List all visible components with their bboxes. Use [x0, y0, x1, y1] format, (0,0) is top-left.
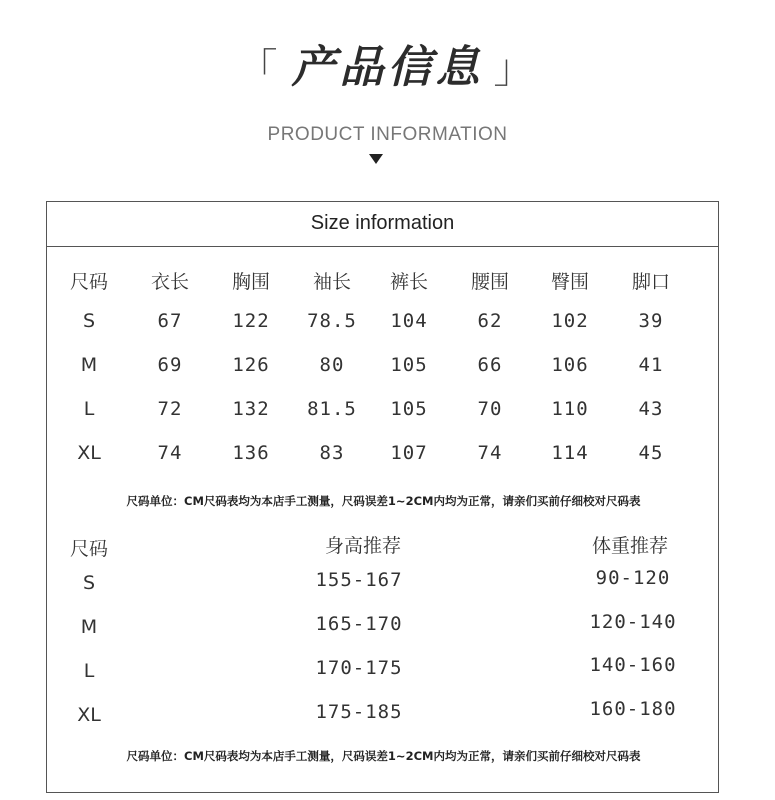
value-cell: 69	[157, 354, 183, 376]
weight-cell: 120-140	[589, 611, 677, 633]
header-cell: 尺码	[69, 271, 109, 293]
size-cell: XL	[77, 704, 101, 726]
size-cell: L	[83, 398, 95, 420]
header-cell: 裤长	[389, 271, 429, 293]
value-cell: 72	[157, 398, 183, 420]
value-cell: 78.5	[307, 310, 357, 332]
header-cell: 体重推荐	[591, 535, 669, 557]
value-cell: 80	[319, 354, 345, 376]
page-header	[0, 38, 775, 99]
header-cell: 袖长	[312, 271, 352, 293]
value-cell: 105	[390, 398, 428, 420]
value-cell: 43	[638, 398, 664, 420]
page-title	[0, 38, 775, 99]
height-cell: 165-170	[315, 613, 403, 635]
value-cell: 132	[232, 398, 270, 420]
header-cell: 腰围	[470, 271, 510, 293]
value-cell: 67	[157, 310, 183, 332]
value-cell: 83	[319, 442, 345, 464]
size-table-note: 尺码单位：CM尺码表均为本店手工测量，尺码误差1~2CM内均为正常，请亲们买前仔细校对尺码表	[126, 494, 641, 508]
header-cell: 衣长	[150, 271, 190, 293]
value-cell: 122	[232, 310, 270, 332]
height-cell: 170-175	[315, 657, 403, 679]
value-cell: 45	[638, 442, 664, 464]
header-cell: 脚口	[631, 271, 671, 293]
size-cell: XL	[77, 442, 101, 464]
height-cell: 155-167	[315, 569, 403, 591]
value-cell: 136	[232, 442, 270, 464]
value-cell: 41	[638, 354, 664, 376]
size-info-box	[46, 201, 719, 793]
value-cell: 39	[638, 310, 664, 332]
weight-cell: 90-120	[595, 567, 671, 589]
value-cell: 81.5	[307, 398, 357, 420]
value-cell: 74	[477, 442, 503, 464]
size-info-title: Size information	[47, 202, 718, 247]
size-cell: S	[82, 310, 96, 332]
size-cell: M	[80, 354, 98, 376]
value-cell: 74	[157, 442, 183, 464]
value-cell: 102	[551, 310, 589, 332]
page-subtitle: PRODUCT INFORMATION	[267, 124, 508, 145]
value-cell: 106	[551, 354, 589, 376]
title-text: 产品信息	[291, 42, 484, 93]
bracket-left: 「	[237, 46, 282, 92]
down-triangle-icon	[369, 154, 383, 164]
value-cell: 66	[477, 354, 503, 376]
header-cell: 尺码	[69, 538, 109, 560]
size-cell: S	[82, 572, 96, 594]
size-cell: L	[83, 660, 95, 682]
value-cell: 126	[232, 354, 270, 376]
value-cell: 70	[477, 398, 503, 420]
size-cell: M	[80, 616, 98, 638]
value-cell: 114	[551, 442, 589, 464]
value-cell: 104	[390, 310, 428, 332]
header-cell: 胸围	[231, 271, 271, 293]
value-cell: 107	[390, 442, 428, 464]
bracket-right: 」	[493, 46, 538, 92]
header-cell: 身高推荐	[324, 535, 402, 557]
value-cell: 62	[477, 310, 503, 332]
header-cell: 臀围	[550, 271, 590, 293]
recommend-table-note: 尺码单位：CM尺码表均为本店手工测量，尺码误差1~2CM内均为正常，请亲们买前仔细校对尺码表	[126, 749, 641, 763]
value-cell: 105	[390, 354, 428, 376]
value-cell: 110	[551, 398, 589, 420]
height-cell: 175-185	[315, 701, 403, 723]
weight-cell: 160-180	[589, 698, 677, 720]
weight-cell: 140-160	[589, 654, 677, 676]
